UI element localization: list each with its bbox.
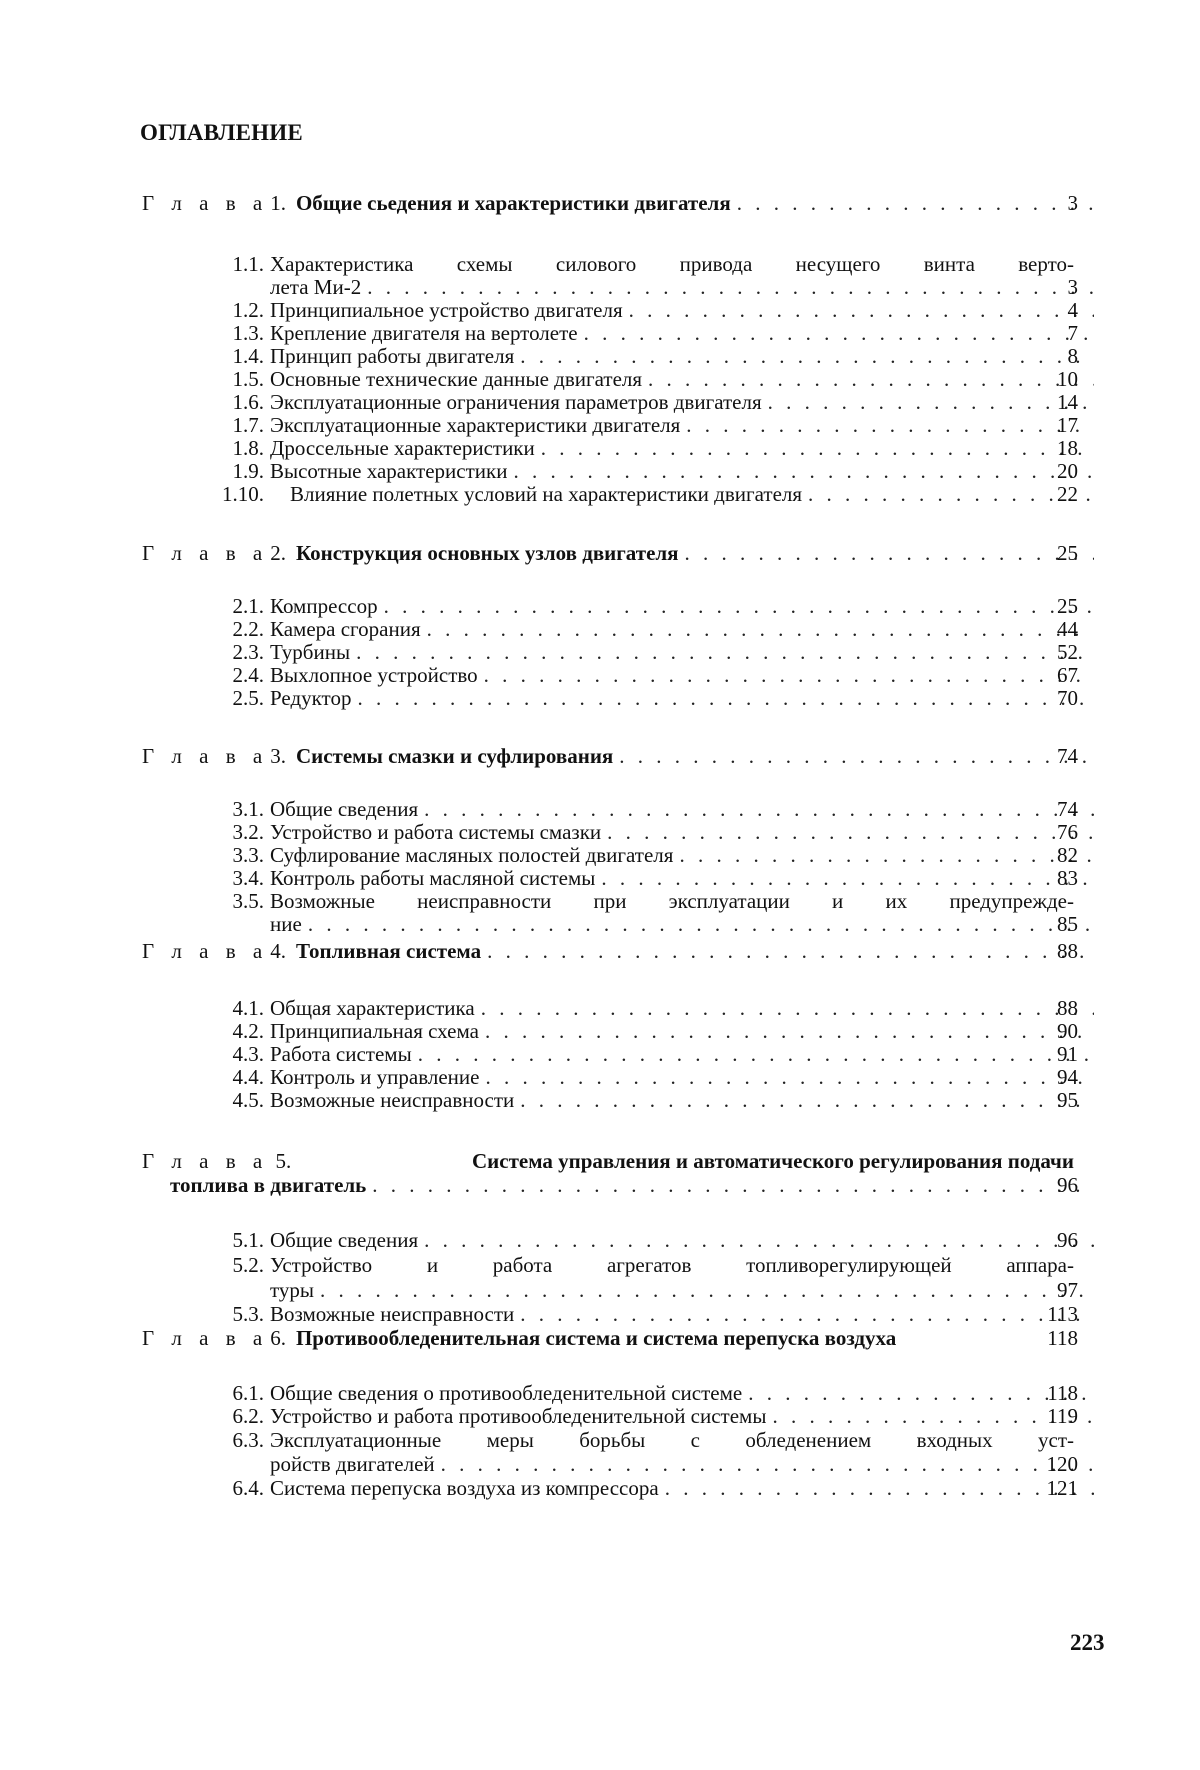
chapter-word: Г л а в а	[142, 1325, 268, 1351]
section-title: туры	[270, 1277, 314, 1303]
section-number: 4.3.	[214, 1041, 264, 1067]
section-page: 113	[1008, 1301, 1078, 1327]
chapter-number: 6.	[270, 1325, 286, 1351]
toc-entry-6-2	[0, 1403, 1200, 1429]
section-title: ние	[270, 911, 302, 937]
section-number: 2.5.	[214, 685, 264, 711]
page-number: 223	[1070, 1630, 1105, 1656]
section-page: 25	[1008, 593, 1078, 619]
section-page: 85	[1008, 911, 1078, 937]
section-title: Общие сведения	[270, 796, 418, 822]
chapter-title: топлива в двигатель	[170, 1172, 366, 1198]
section-page: 121	[1008, 1475, 1078, 1501]
chapter-word: Г л а в а	[142, 190, 268, 216]
chapter-word: Г л а в а	[142, 540, 268, 566]
section-title: Общие сведения	[270, 1227, 418, 1253]
section-title: Камера сгорания	[270, 616, 421, 642]
chapter-number: 3.	[270, 743, 286, 769]
chapter-title-line1: Система управления и автоматического регулирования подачи	[472, 1148, 1074, 1174]
chapter-2-heading	[0, 540, 1200, 566]
leader-dots	[357, 685, 1094, 711]
chapter-word: Г л а в а	[142, 1149, 268, 1173]
section-page: 97	[1008, 1277, 1078, 1303]
toc-entry-5-3	[0, 1301, 1200, 1327]
chapter-number: 4.	[270, 938, 286, 964]
section-number: 5.3.	[214, 1301, 264, 1327]
section-title: Работа системы	[270, 1041, 412, 1067]
section-number: 4.5.	[214, 1087, 264, 1113]
section-title: Система перепуска воздуха из компрессора	[270, 1475, 659, 1501]
section-page: 3	[1008, 274, 1078, 300]
section-page: 18	[1008, 435, 1078, 461]
section-page: 95	[1008, 1087, 1078, 1113]
chapter-page: 118	[1008, 1325, 1078, 1351]
section-title-line1: Характеристика схемы силового привода несущего винта верто-	[270, 251, 1074, 277]
chapter-number: 5.	[275, 1149, 291, 1173]
chapter-page: 96	[1008, 1172, 1078, 1198]
section-page: 83	[1008, 865, 1078, 891]
section-page: 8	[1008, 343, 1078, 369]
leader-dots	[308, 911, 1094, 937]
section-title: Выхлопное устройство	[270, 662, 478, 688]
toc-entry-3-5	[0, 911, 1200, 937]
chapter-number: 1.	[270, 190, 286, 216]
leader-dots	[424, 1227, 1094, 1253]
section-title: Устройство и работа противообледенительной системы	[270, 1403, 766, 1429]
toc-entry-5-1	[0, 1227, 1200, 1253]
section-title: Редуктор	[270, 685, 351, 711]
chapter-title: Конструкция основных узлов двигателя	[296, 540, 679, 566]
section-title: Принципиальная схема	[270, 1018, 479, 1044]
toc-entry-1-10	[0, 481, 1200, 507]
chapter-word: Г л а в а	[142, 938, 268, 964]
section-page: 22	[1008, 481, 1078, 507]
section-page: 90	[1008, 1018, 1078, 1044]
leader-dots	[441, 1451, 1094, 1477]
section-number: 1.6.	[214, 389, 264, 415]
chapter-title: Противообледенительная система и система перепуска воздуха	[296, 1325, 896, 1351]
section-number: 1.3.	[214, 320, 264, 346]
section-number: 4.2.	[214, 1018, 264, 1044]
chapter-page: 3	[1008, 190, 1078, 216]
toc-entry-6-3	[0, 1451, 1200, 1477]
section-title: Общие сведения о противообледенительной системе	[270, 1380, 742, 1406]
chapter-title: Системы смазки и суфлирования	[296, 743, 613, 769]
section-title: Влияние полетных условий на характеристики двигателя	[290, 481, 802, 507]
section-title: Устройство и работа системы смазки	[270, 819, 601, 845]
section-page: 120	[1008, 1451, 1078, 1477]
section-page: 44	[1008, 616, 1078, 642]
chapter-page: 74	[1008, 743, 1078, 769]
section-page: 67	[1008, 662, 1078, 688]
chapter-3-heading	[0, 743, 1200, 769]
section-title: ройств двигателей	[270, 1451, 435, 1477]
section-number: 3.1.	[214, 796, 264, 822]
chapter-number: 2.	[270, 540, 286, 566]
section-page: 118	[1008, 1380, 1078, 1406]
section-page: 88	[1008, 995, 1078, 1021]
toc-entry-5-2	[0, 1277, 1200, 1303]
section-title: Дроссельные характеристики	[270, 435, 535, 461]
leader-dots	[320, 1277, 1094, 1303]
toc-entry-6-4	[0, 1475, 1200, 1501]
section-title: лета Ми-2	[270, 274, 361, 300]
section-page: 10	[1008, 366, 1078, 392]
toc-entry-5-2-line1	[0, 1252, 1200, 1278]
section-page: 76	[1008, 819, 1078, 845]
leader-dots	[372, 1172, 1094, 1198]
section-page: 91	[1008, 1041, 1078, 1067]
section-number: 1.2.	[214, 297, 264, 323]
section-title: Крепление двигателя на вертолете	[270, 320, 578, 346]
section-title: Контроль работы масляной системы	[270, 865, 595, 891]
section-number: 4.1.	[214, 995, 264, 1021]
section-number: 1.8.	[214, 435, 264, 461]
chapter-title: Топливная система	[296, 938, 481, 964]
section-number: 1.1.	[214, 251, 264, 277]
section-page: 14	[1008, 389, 1078, 415]
section-page: 74	[1008, 796, 1078, 822]
section-number: 5.1.	[214, 1227, 264, 1253]
section-number: 6.2.	[214, 1403, 264, 1429]
section-title: Возможные неисправности	[270, 1087, 514, 1113]
page-title: ОГЛАВЛЕНИЕ	[140, 120, 303, 146]
section-number: 6.1.	[214, 1380, 264, 1406]
section-number: 6.4.	[214, 1475, 264, 1501]
section-number: 1.4.	[214, 343, 264, 369]
chapter-5-heading	[0, 1172, 1200, 1198]
chapter-1-heading	[0, 190, 1200, 216]
section-page: 119	[1008, 1403, 1078, 1429]
section-number: 1.9.	[214, 458, 264, 484]
section-page: 52	[1008, 639, 1078, 665]
section-number: 1.10.	[214, 481, 264, 507]
section-number: 2.2.	[214, 616, 264, 642]
toc-entry-6-3-line1	[0, 1427, 1200, 1453]
section-title: Принципиальное устройство двигателя	[270, 297, 623, 323]
section-page: 4	[1008, 297, 1078, 323]
section-number: 5.2.	[214, 1252, 264, 1278]
section-title: Основные технические данные двигателя	[270, 366, 642, 392]
section-title: Возможные неисправности	[270, 1301, 514, 1327]
section-title: Контроль и управление	[270, 1064, 479, 1090]
leader-dots	[487, 938, 1094, 964]
section-number: 1.5.	[214, 366, 264, 392]
chapter-page: 88	[1008, 938, 1078, 964]
section-title: Высотные характеристики	[270, 458, 507, 484]
section-title: Общая характеристика	[270, 995, 475, 1021]
chapter-6-heading	[0, 1325, 1200, 1351]
section-page: 94	[1008, 1064, 1078, 1090]
chapter-word: Г л а в а	[142, 743, 268, 769]
section-number: 3.5.	[214, 888, 264, 914]
section-title: Принцип работы двигателя	[270, 343, 514, 369]
section-page: 70	[1008, 685, 1078, 711]
section-number: 2.1.	[214, 593, 264, 619]
section-number: 4.4.	[214, 1064, 264, 1090]
chapter-4-heading	[0, 938, 1200, 964]
chapter-title: Общие сьедения и характеристики двигателя	[296, 190, 731, 216]
section-number: 6.3.	[214, 1427, 264, 1453]
section-page: 17	[1008, 412, 1078, 438]
chapter-page: 25	[1008, 540, 1078, 566]
book-page	[0, 0, 1200, 1770]
section-title-line1: Возможные неисправности при эксплуатации и их предупрежде-	[270, 888, 1074, 914]
section-title: Суфлирование масляных полостей двигателя	[270, 842, 673, 868]
section-page: 20	[1008, 458, 1078, 484]
chapter-5-heading-line1	[0, 1148, 1200, 1174]
section-number: 2.3.	[214, 639, 264, 665]
section-number: 1.7.	[214, 412, 264, 438]
section-number: 3.4.	[214, 865, 264, 891]
section-page: 7	[1008, 320, 1078, 346]
section-title-line1: Эксплуатационные меры борьбы с обледенением входных уст-	[270, 1427, 1074, 1453]
toc-entry-4-5	[0, 1087, 1200, 1113]
section-page: 96	[1008, 1227, 1078, 1253]
toc-entry-2-5	[0, 685, 1200, 711]
section-title: Эксплуатационные ограничения параметров двигателя	[270, 389, 762, 415]
section-title: Компрессор	[270, 593, 378, 619]
section-number: 3.2.	[214, 819, 264, 845]
section-number: 3.3.	[214, 842, 264, 868]
section-title: Эксплуатационные характеристики двигателя	[270, 412, 680, 438]
section-number: 2.4.	[214, 662, 264, 688]
section-title: Турбины	[270, 639, 350, 665]
section-title-line1: Устройство и работа агрегатов топливорегулирующей аппара-	[270, 1252, 1074, 1278]
section-page: 82	[1008, 842, 1078, 868]
